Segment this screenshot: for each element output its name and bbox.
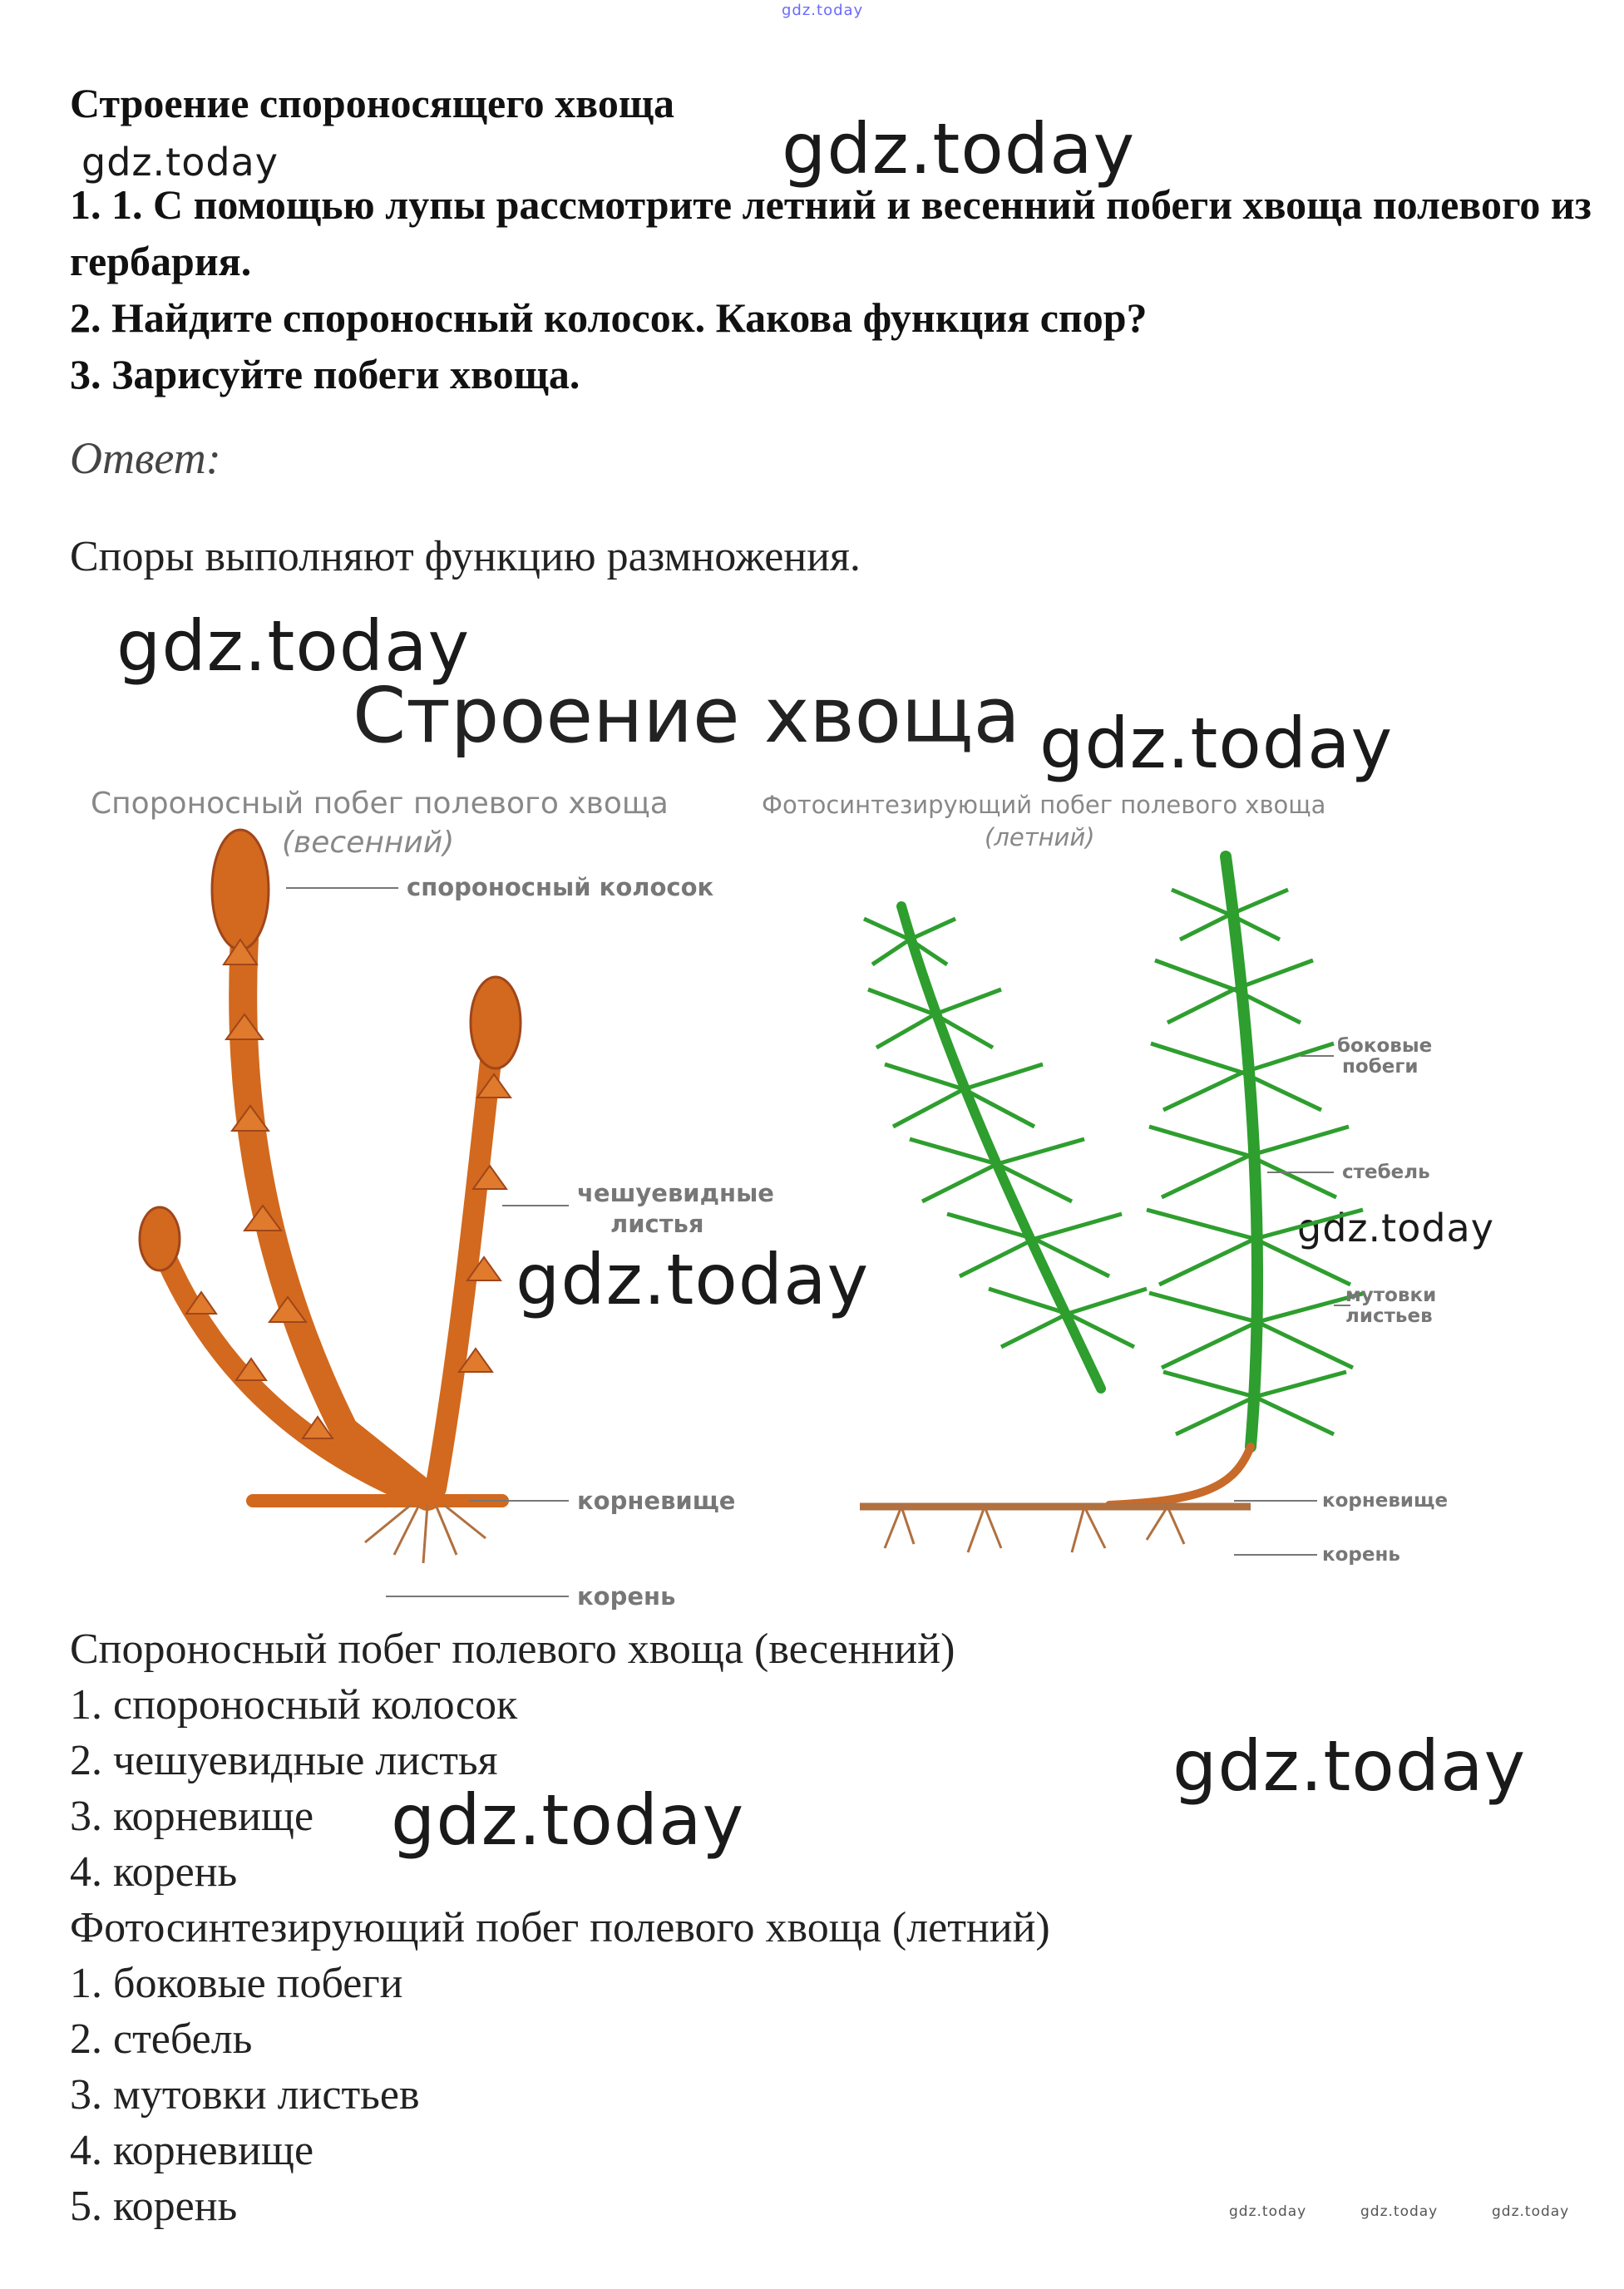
label-summer-rhizome: корневище: [1322, 1490, 1449, 1512]
watermark: gdz.today: [81, 140, 279, 185]
label-leaf-whorls-2: листьев: [1345, 1305, 1433, 1327]
summer-roots: [885, 1507, 1184, 1552]
watermark: gdz.today: [1039, 703, 1394, 784]
summer-shoot: [901, 856, 1257, 1505]
list-item: 2. чешуевидные листья: [70, 1737, 498, 1784]
task-item: 1. 1. С помощью лупы рассмотрите летний и весенний побеги хвоща полевого из гербария.: [70, 181, 1592, 284]
leaf-whorls: [864, 890, 1365, 1434]
structure-lists: [70, 1621, 1050, 2234]
label-scale-leaves: чешуевидные: [577, 1179, 774, 1207]
list-item: 4. корень: [70, 1848, 238, 1896]
answer-label: Ответ:: [70, 433, 221, 483]
spring-list-heading: Спороносный побег полевого хвоща (весенний): [70, 1625, 955, 1673]
label-leaf-whorls: мутовки: [1345, 1285, 1437, 1306]
spring-shoot: [161, 940, 502, 1501]
list-item: 5. корень: [70, 2183, 238, 2230]
task-item: 3. Зарисуйте побеги хвоща.: [70, 351, 580, 397]
label-stem: стебель: [1342, 1162, 1430, 1183]
watermark: gdz.today: [1172, 1725, 1527, 1807]
watermark: gdz.today: [1297, 1206, 1494, 1251]
page-title: Строение спороносящего хвоща: [70, 80, 675, 126]
list-item: 1. спороносный колосок: [70, 1681, 518, 1729]
watermark-small: gdz.today: [1492, 2203, 1570, 2220]
spring-caption: Спороносный побег полевого хвоща: [91, 787, 669, 821]
task-item: 2. Найдите спороносный колосок. Какова функция спор?: [70, 294, 1148, 341]
watermark: gdz.today: [782, 108, 1136, 190]
list-item: 3. корневище: [70, 1793, 314, 1840]
label-root: корень: [577, 1582, 676, 1611]
label-spore-cone: спороносный колосок: [407, 873, 714, 901]
watermark-top: gdz.today: [782, 2, 864, 19]
list-item: 3. мутовки листьев: [70, 2071, 420, 2119]
horsetail-figure: [70, 665, 1608, 1613]
answer-text: Споры выполняют функцию размножения.: [70, 533, 861, 580]
watermark: gdz.today: [516, 1239, 870, 1320]
spring-roots: [365, 1505, 486, 1563]
list-item: 2. стебель: [70, 2015, 253, 2063]
summer-list-heading: Фотосинтезирующий побег полевого хвоща (летний): [70, 1904, 1050, 1951]
label-side-shoots: боковые: [1337, 1035, 1433, 1057]
watermark: gdz.today: [116, 605, 471, 687]
label-rhizome: корневище: [577, 1487, 736, 1515]
spring-caption-season: (весенний): [282, 826, 455, 860]
label-side-shoots-2: побеги: [1342, 1056, 1419, 1078]
figure-title: Строение хвоща: [353, 671, 1020, 760]
label-summer-root: корень: [1322, 1544, 1400, 1566]
watermark-small: gdz.today: [1229, 2203, 1307, 2220]
list-item: 4. корневище: [70, 2127, 314, 2174]
watermark-small: gdz.today: [1360, 2203, 1439, 2220]
summer-caption: Фотосинтезирующий побег полевого хвоща: [762, 791, 1326, 819]
label-scale-leaves-2: листья: [610, 1210, 704, 1238]
watermark: gdz.today: [391, 1779, 745, 1861]
list-item: 1. боковые побеги: [70, 1960, 403, 2007]
summer-caption-season: (летний): [985, 823, 1095, 851]
task-list: [70, 176, 1600, 402]
